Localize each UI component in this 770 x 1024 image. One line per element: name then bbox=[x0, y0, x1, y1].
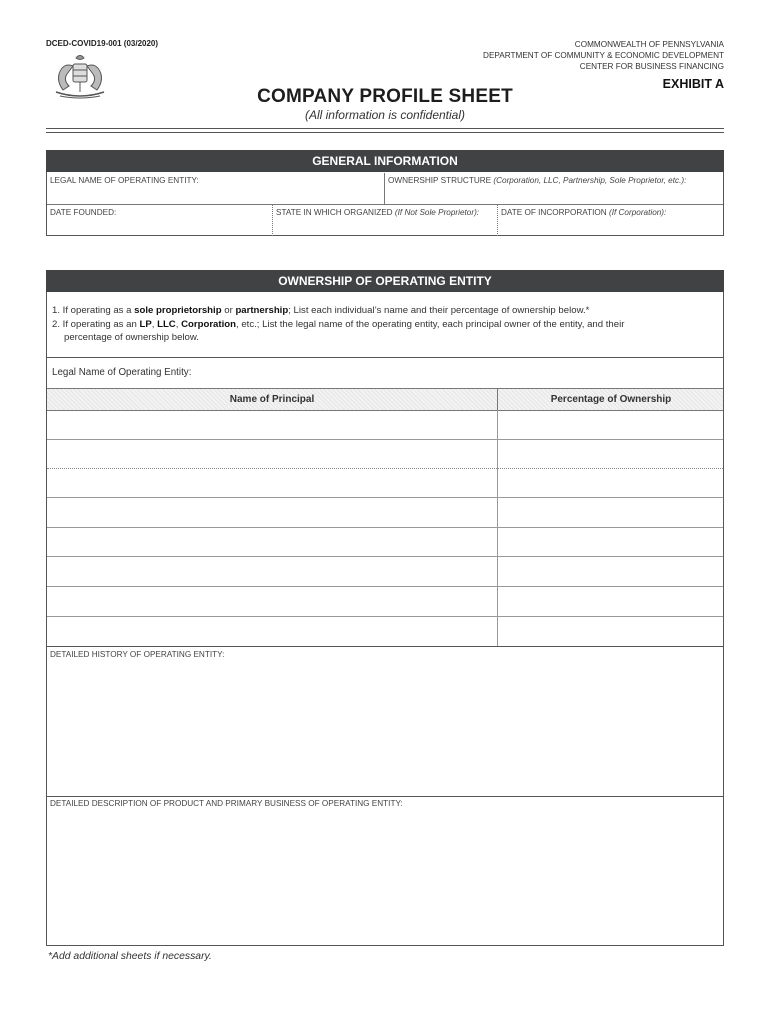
divider bbox=[47, 357, 723, 358]
history-label: DETAILED HISTORY OF OPERATING ENTITY: bbox=[50, 650, 225, 659]
principal-table-header bbox=[47, 388, 723, 411]
description-label: DETAILED DESCRIPTION OF PRODUCT AND PRIMARY BUSINESS OF OPERATING ENTITY: bbox=[50, 799, 403, 808]
description-textarea[interactable] bbox=[47, 797, 723, 945]
table-row[interactable] bbox=[47, 498, 723, 528]
field-label: Legal Name of Operating Entity: bbox=[52, 367, 192, 378]
footnote: *Add additional sheets if necessary. bbox=[48, 951, 212, 962]
divider bbox=[46, 128, 724, 129]
general-information-section bbox=[46, 150, 724, 236]
table-row[interactable] bbox=[47, 527, 723, 557]
form-id: DCED-COVID19-001 (03/2020) bbox=[46, 39, 159, 48]
date-incorporation-field[interactable] bbox=[498, 205, 723, 236]
field-hint: (If Not Sole Proprietor): bbox=[394, 208, 480, 217]
agency-header bbox=[483, 39, 724, 72]
table-row[interactable] bbox=[47, 468, 723, 498]
table-row[interactable] bbox=[47, 616, 723, 647]
table-row[interactable] bbox=[47, 410, 723, 440]
table-row[interactable] bbox=[47, 557, 723, 587]
field-hint: (If Corporation): bbox=[608, 208, 667, 217]
principal-name-cell[interactable] bbox=[47, 587, 498, 616]
legal-name-field[interactable] bbox=[47, 173, 385, 205]
field-label: LEGAL NAME OF OPERATING ENTITY: bbox=[50, 176, 199, 185]
agency-line: DEPARTMENT OF COMMUNITY & ECONOMIC DEVELOPMENT bbox=[483, 51, 724, 60]
section-heading: GENERAL INFORMATION bbox=[46, 150, 724, 172]
page-subtitle: (All information is confidential) bbox=[304, 108, 466, 122]
instruction-2: 2. If operating as an LP, LLC, Corporation, etc.; List the legal name of the operating entity, each principal owner of the entity, and their bbox=[52, 318, 625, 330]
agency-line: CENTER FOR BUSINESS FINANCING bbox=[579, 62, 724, 71]
history-textarea[interactable] bbox=[47, 647, 723, 795]
table-row[interactable] bbox=[47, 439, 723, 469]
state-organized-field[interactable] bbox=[273, 205, 498, 236]
section-heading: OWNERSHIP OF OPERATING ENTITY bbox=[46, 270, 724, 292]
col-principal-header: Name of Principal bbox=[47, 389, 498, 410]
principal-name-cell[interactable] bbox=[47, 410, 498, 439]
ownership-structure-field[interactable] bbox=[385, 173, 723, 205]
principal-name-cell[interactable] bbox=[47, 498, 498, 527]
principal-name-cell[interactable] bbox=[47, 527, 498, 556]
table-row[interactable] bbox=[47, 587, 723, 617]
date-founded-field[interactable] bbox=[47, 205, 273, 236]
legal-name-input[interactable] bbox=[52, 367, 191, 378]
instruction-1: 1. If operating as a sole proprietorship or partnership; List each individual’s name and their percentage of ownership below.* bbox=[52, 305, 590, 316]
field-label: DATE FOUNDED: bbox=[50, 208, 117, 217]
divider bbox=[46, 132, 724, 133]
principal-name-cell[interactable] bbox=[47, 439, 498, 468]
instruction-2-cont: percentage of ownership below. bbox=[64, 332, 199, 343]
principal-name-cell[interactable] bbox=[47, 557, 498, 586]
ownership-section bbox=[46, 270, 724, 946]
page-title: COMPANY PROFILE SHEET bbox=[257, 86, 513, 107]
field-label: STATE IN WHICH ORGANIZED bbox=[276, 208, 393, 217]
field-hint: (Corporation, LLC, Partnership, Sole Proprietor, etc.): bbox=[493, 176, 687, 185]
field-label: DATE OF INCORPORATION bbox=[501, 208, 607, 217]
instructions bbox=[52, 304, 712, 345]
principal-name-cell[interactable] bbox=[47, 616, 498, 646]
field-label: OWNERSHIP STRUCTURE bbox=[388, 176, 492, 185]
principal-name-cell[interactable] bbox=[47, 468, 498, 497]
col-percentage-header: Percentage of Ownership bbox=[550, 394, 672, 405]
agency-line: COMMONWEALTH OF PENNSYLVANIA bbox=[574, 40, 724, 49]
exhibit-label: EXHIBIT A bbox=[662, 77, 724, 91]
